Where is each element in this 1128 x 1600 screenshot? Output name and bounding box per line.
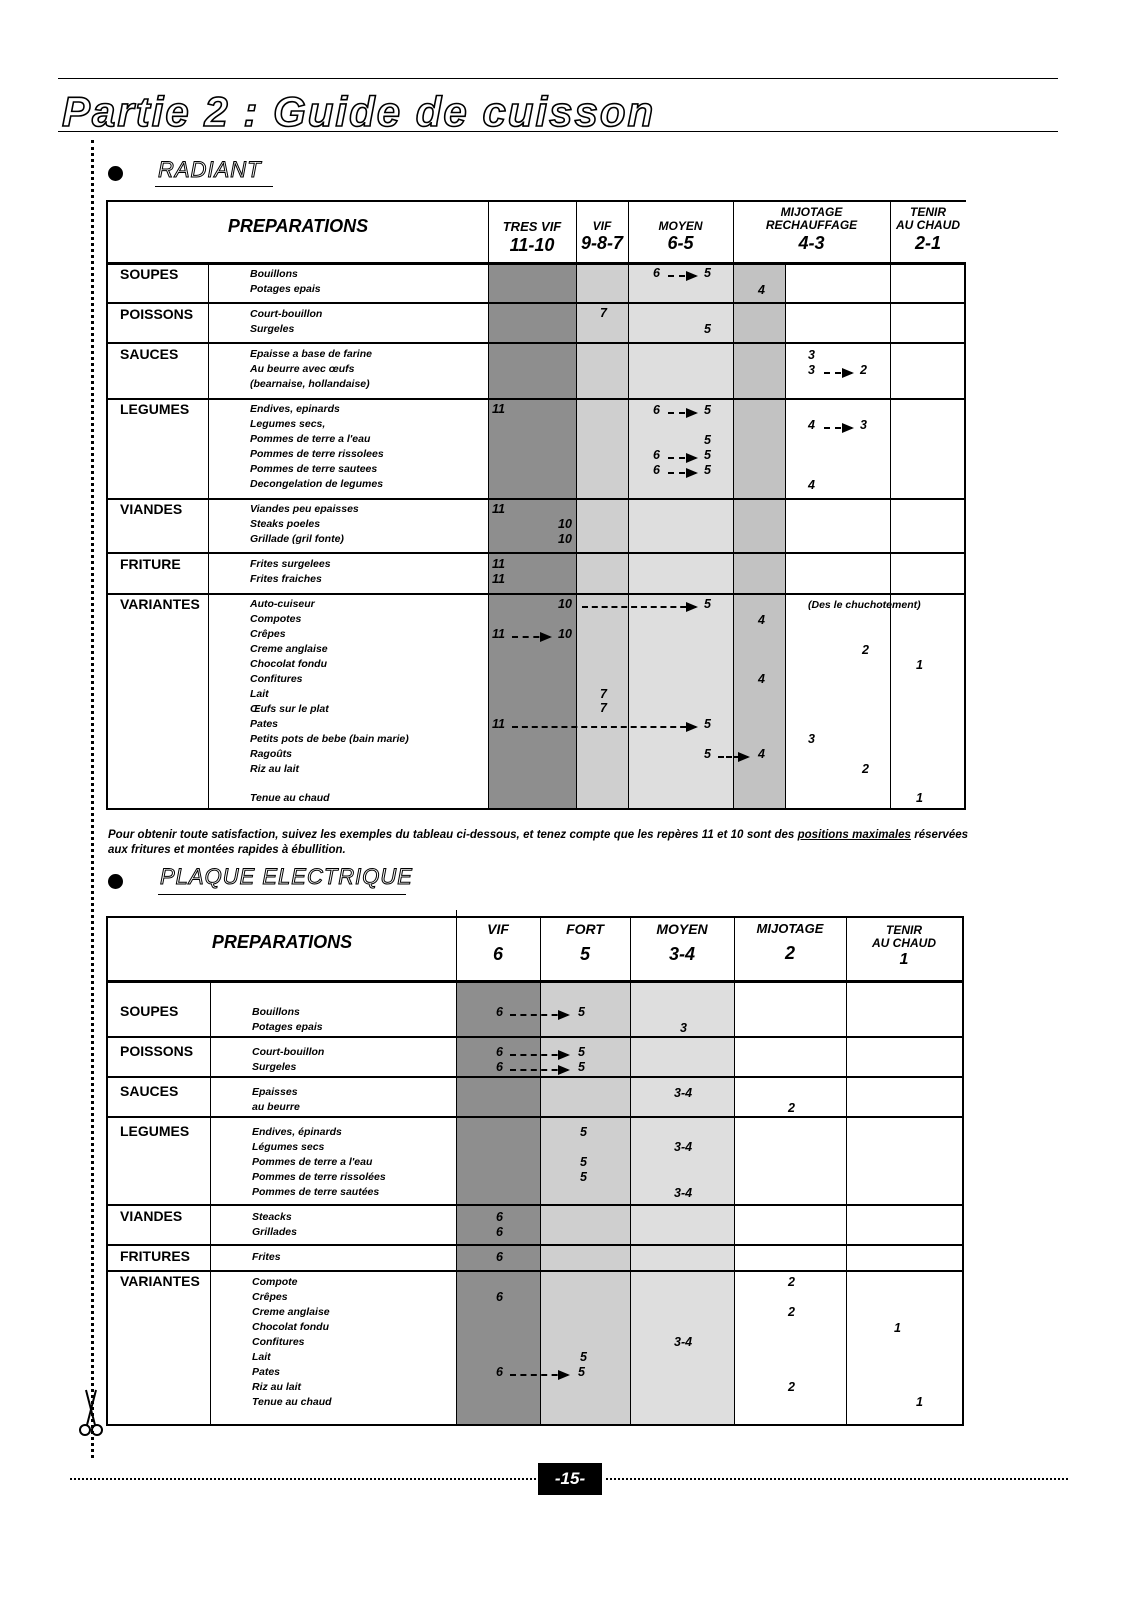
- arrow-icon: [512, 636, 550, 638]
- category-variantes: VARIANTES: [120, 1273, 200, 1289]
- list-item: Auto-cuiseur: [250, 598, 315, 610]
- list-item: Surgeles: [250, 323, 295, 335]
- plaque-table: [106, 916, 964, 1426]
- list-item: Frites surgelees: [250, 558, 331, 570]
- list-item: Compote: [252, 1276, 298, 1288]
- arrow-icon: [824, 427, 852, 429]
- header-preparations: PREPARATIONS: [211, 932, 353, 952]
- section-title-radiant: RADIANT: [158, 157, 262, 182]
- note-paragraph: Pour obtenir toute satisfaction, suivez les exemples du tableau ci-dessous, et tenez compte que les repères 11 et 10 sont des positions maximales réservées aux fritures et montées rapides à ébullition.: [108, 829, 969, 856]
- value-cell: 7: [600, 701, 607, 715]
- value-cell: 5: [578, 1060, 585, 1074]
- value-cell: 5: [704, 322, 711, 336]
- value-cell: 5: [580, 1350, 587, 1364]
- value-cell: 3: [860, 418, 867, 432]
- value-cell: 4: [808, 418, 815, 432]
- list-item: Compotes: [250, 613, 302, 625]
- list-item: Pommes de terre sautees: [250, 463, 378, 475]
- list-item: Tenue au chaud: [252, 1396, 332, 1408]
- value-cell: 5: [704, 717, 711, 731]
- value-cell: 10: [558, 627, 572, 641]
- arrow-icon: [668, 275, 696, 277]
- list-item: Pommes de terre rissolees: [250, 448, 384, 460]
- list-item: Grillades: [252, 1226, 297, 1238]
- arrow-icon: [668, 412, 696, 414]
- list-item: Confitures: [252, 1336, 305, 1348]
- list-item: Pommes de terre sautées: [252, 1186, 380, 1198]
- value-cell: 2: [860, 363, 867, 377]
- value-cell: 3-4: [674, 1086, 693, 1100]
- arrow-icon: [668, 472, 696, 474]
- list-item: Pommes de terre a l'eau: [252, 1156, 373, 1168]
- arrow-icon: [824, 372, 852, 374]
- category-viandes: VIANDES: [120, 1208, 183, 1224]
- header-vif: VIF 9-8-7: [580, 219, 624, 254]
- list-item: Petits pots de bebe (bain marie): [250, 733, 409, 745]
- value-cell: 4: [758, 747, 765, 761]
- value-cell: 5: [578, 1365, 585, 1379]
- value-cell: 5: [578, 1005, 585, 1019]
- category-legumes: LEGUMES: [120, 401, 190, 417]
- value-cell: 6: [496, 1365, 503, 1379]
- value-cell: 5: [580, 1155, 587, 1169]
- value-cell: 11: [492, 402, 505, 416]
- value-cell: 3: [808, 348, 815, 362]
- page-number: -15-: [538, 1463, 602, 1495]
- list-item: Ragoûts: [250, 748, 292, 760]
- value-cell: 10: [558, 532, 572, 546]
- category-sauces: SAUCES: [120, 1083, 179, 1099]
- value-cell: 4: [758, 283, 765, 297]
- list-item: Potages epais: [252, 1021, 323, 1033]
- list-item: Steacks: [252, 1211, 292, 1223]
- list-item: Confitures: [250, 673, 303, 685]
- value-cell: 11: [492, 717, 505, 731]
- radiant-table: [106, 200, 966, 810]
- list-item: Pommes de terre rissolées: [252, 1171, 386, 1183]
- list-item: Legumes secs,: [250, 418, 326, 430]
- value-cell: 5: [704, 463, 711, 477]
- header-fort: FORT 5: [566, 921, 604, 964]
- list-item: Grillade (gril fonte): [250, 533, 344, 545]
- value-cell: 6: [496, 1045, 503, 1059]
- category-poissons: POISSONS: [120, 306, 194, 322]
- list-item: Creme anglaise: [250, 643, 328, 655]
- arrow-icon: [512, 726, 696, 728]
- value-cell: 10: [558, 517, 572, 531]
- scissors-icon: [76, 1388, 106, 1438]
- value-cell: 3: [680, 1021, 687, 1035]
- list-item: Pates: [250, 718, 279, 730]
- value-cell: 1: [916, 791, 923, 805]
- bullet-icon: [108, 874, 123, 889]
- arrow-icon: [510, 1374, 568, 1376]
- value-cell: 7: [600, 306, 607, 320]
- auto-cuiseur-note: (Des le chuchotement): [808, 599, 921, 611]
- list-item: Court-bouillon: [250, 308, 323, 320]
- value-cell: 2: [788, 1305, 795, 1319]
- category-legumes: LEGUMES: [120, 1123, 190, 1139]
- arrow-icon: [718, 756, 748, 758]
- list-item: Crêpes: [250, 628, 286, 640]
- list-item: Court-bouillon: [252, 1046, 325, 1058]
- value-cell: 6: [496, 1225, 503, 1239]
- list-item: Riz au lait: [252, 1381, 302, 1393]
- cut-line-vertical: [91, 140, 94, 1458]
- value-cell: 6: [653, 266, 660, 280]
- arrow-icon: [668, 457, 696, 459]
- header-moyen: MOYEN 6-5: [658, 219, 703, 254]
- list-item: Lait: [250, 688, 269, 700]
- category-sauces: SAUCES: [120, 346, 179, 362]
- value-cell: 2: [788, 1101, 795, 1115]
- value-cell: 11: [492, 627, 505, 641]
- value-cell: 11: [492, 502, 505, 516]
- cut-line-bottom-right: [606, 1478, 1068, 1480]
- value-cell: 2: [788, 1380, 795, 1394]
- header-mijotage: MIJOTAGE 2: [756, 921, 824, 963]
- list-item: Riz au lait: [250, 763, 300, 775]
- value-cell: 5: [578, 1045, 585, 1059]
- value-cell: 6: [496, 1060, 503, 1074]
- list-item: Decongelation de legumes: [250, 478, 384, 490]
- value-cell: 6: [496, 1290, 503, 1304]
- value-cell: 3-4: [674, 1186, 693, 1200]
- list-item: Bouillons: [250, 268, 298, 280]
- list-item: Pommes de terre a l'eau: [250, 433, 371, 445]
- category-soupes: SOUPES: [120, 1003, 179, 1019]
- value-cell: 11: [492, 557, 505, 571]
- arrow-icon: [510, 1014, 568, 1016]
- list-item: au beurre: [252, 1101, 300, 1113]
- arrow-icon: [510, 1054, 568, 1056]
- value-cell: 4: [758, 672, 765, 686]
- value-cell: 6: [496, 1005, 503, 1019]
- value-cell: 2: [788, 1275, 795, 1289]
- list-item: Lait: [252, 1351, 271, 1363]
- header-mijotage: MIJOTAGE RECHAUFFAGE 4-3: [765, 205, 858, 253]
- list-item: Endives, épinards: [252, 1126, 342, 1138]
- list-item: Epaisse a base de farine: [250, 348, 372, 360]
- value-cell: 5: [704, 403, 711, 417]
- list-item: Creme anglaise: [252, 1306, 330, 1318]
- list-item: Frites fraiches: [250, 573, 322, 585]
- header-tenir-au-chaud: TENIR AU CHAUD 2-1: [896, 205, 960, 253]
- header-tres-vif: TRES VIF 11-10: [502, 219, 562, 255]
- value-cell: 3-4: [674, 1335, 693, 1349]
- value-cell: 5: [580, 1125, 587, 1139]
- value-cell: 5: [704, 747, 711, 761]
- value-cell: 6: [496, 1210, 503, 1224]
- value-cell: 3: [808, 363, 815, 377]
- category-fritures: FRITURES: [120, 1248, 190, 1264]
- value-cell: 5: [704, 433, 711, 447]
- value-cell: 6: [496, 1250, 503, 1264]
- header-preparations: PREPARATIONS: [227, 216, 369, 236]
- value-cell: 2: [862, 762, 869, 776]
- header-tenir-au-chaud: TENIR AU CHAUD 1: [872, 923, 936, 968]
- value-cell: 6: [653, 463, 660, 477]
- list-item: Epaisses: [252, 1086, 298, 1098]
- header-vif: VIF 6: [487, 921, 509, 964]
- list-item: Œufs sur le plat: [250, 703, 329, 715]
- arrow-icon: [582, 606, 696, 608]
- value-cell: 1: [916, 658, 923, 672]
- value-cell: 10: [558, 597, 572, 611]
- value-cell: 5: [704, 448, 711, 462]
- value-cell: 4: [758, 613, 765, 627]
- value-cell: 6: [653, 403, 660, 417]
- list-item: Légumes secs: [252, 1141, 325, 1153]
- value-cell: 1: [916, 1395, 923, 1409]
- list-item: Steaks poeles: [250, 518, 321, 530]
- cut-line-bottom-left: [70, 1478, 536, 1480]
- value-cell: 3: [808, 732, 815, 746]
- value-cell: 7: [600, 687, 607, 701]
- section-title-plaque: PLAQUE ELECTRIQUE: [160, 864, 413, 889]
- value-cell: 3-4: [674, 1140, 693, 1154]
- value-cell: 2: [862, 643, 869, 657]
- list-item: Viandes peu epaisses: [250, 503, 359, 515]
- value-cell: 5: [580, 1170, 587, 1184]
- list-item: Frites: [252, 1251, 281, 1263]
- value-cell: 4: [808, 478, 815, 492]
- page-title: Partie 2 : Guide de cuisson: [62, 88, 656, 135]
- category-friture: FRITURE: [120, 556, 181, 572]
- list-item: Bouillons: [252, 1006, 300, 1018]
- bullet-icon: [108, 166, 123, 181]
- category-soupes: SOUPES: [120, 266, 179, 282]
- list-item: Au beurre avec œufs: [250, 363, 355, 375]
- value-cell: 5: [704, 266, 711, 280]
- list-item: Tenue au chaud: [250, 792, 330, 804]
- arrow-icon: [510, 1069, 568, 1071]
- value-cell: 1: [894, 1321, 901, 1335]
- list-item: Chocolat fondu: [250, 658, 327, 670]
- category-variantes: VARIANTES: [120, 596, 200, 612]
- header-moyen: MOYEN 3-4: [656, 921, 708, 964]
- list-item: Crêpes: [252, 1291, 288, 1303]
- list-item: Surgeles: [252, 1061, 297, 1073]
- list-item: Potages epais: [250, 283, 321, 295]
- value-cell: 5: [704, 597, 711, 611]
- list-item: Chocolat fondu: [252, 1321, 329, 1333]
- list-item: (bearnaise, hollandaise): [250, 378, 370, 390]
- value-cell: 11: [492, 572, 505, 586]
- list-item: Endives, epinards: [250, 403, 340, 415]
- value-cell: 6: [653, 448, 660, 462]
- list-item: Pates: [252, 1366, 281, 1378]
- category-viandes: VIANDES: [120, 501, 183, 517]
- category-poissons: POISSONS: [120, 1043, 194, 1059]
